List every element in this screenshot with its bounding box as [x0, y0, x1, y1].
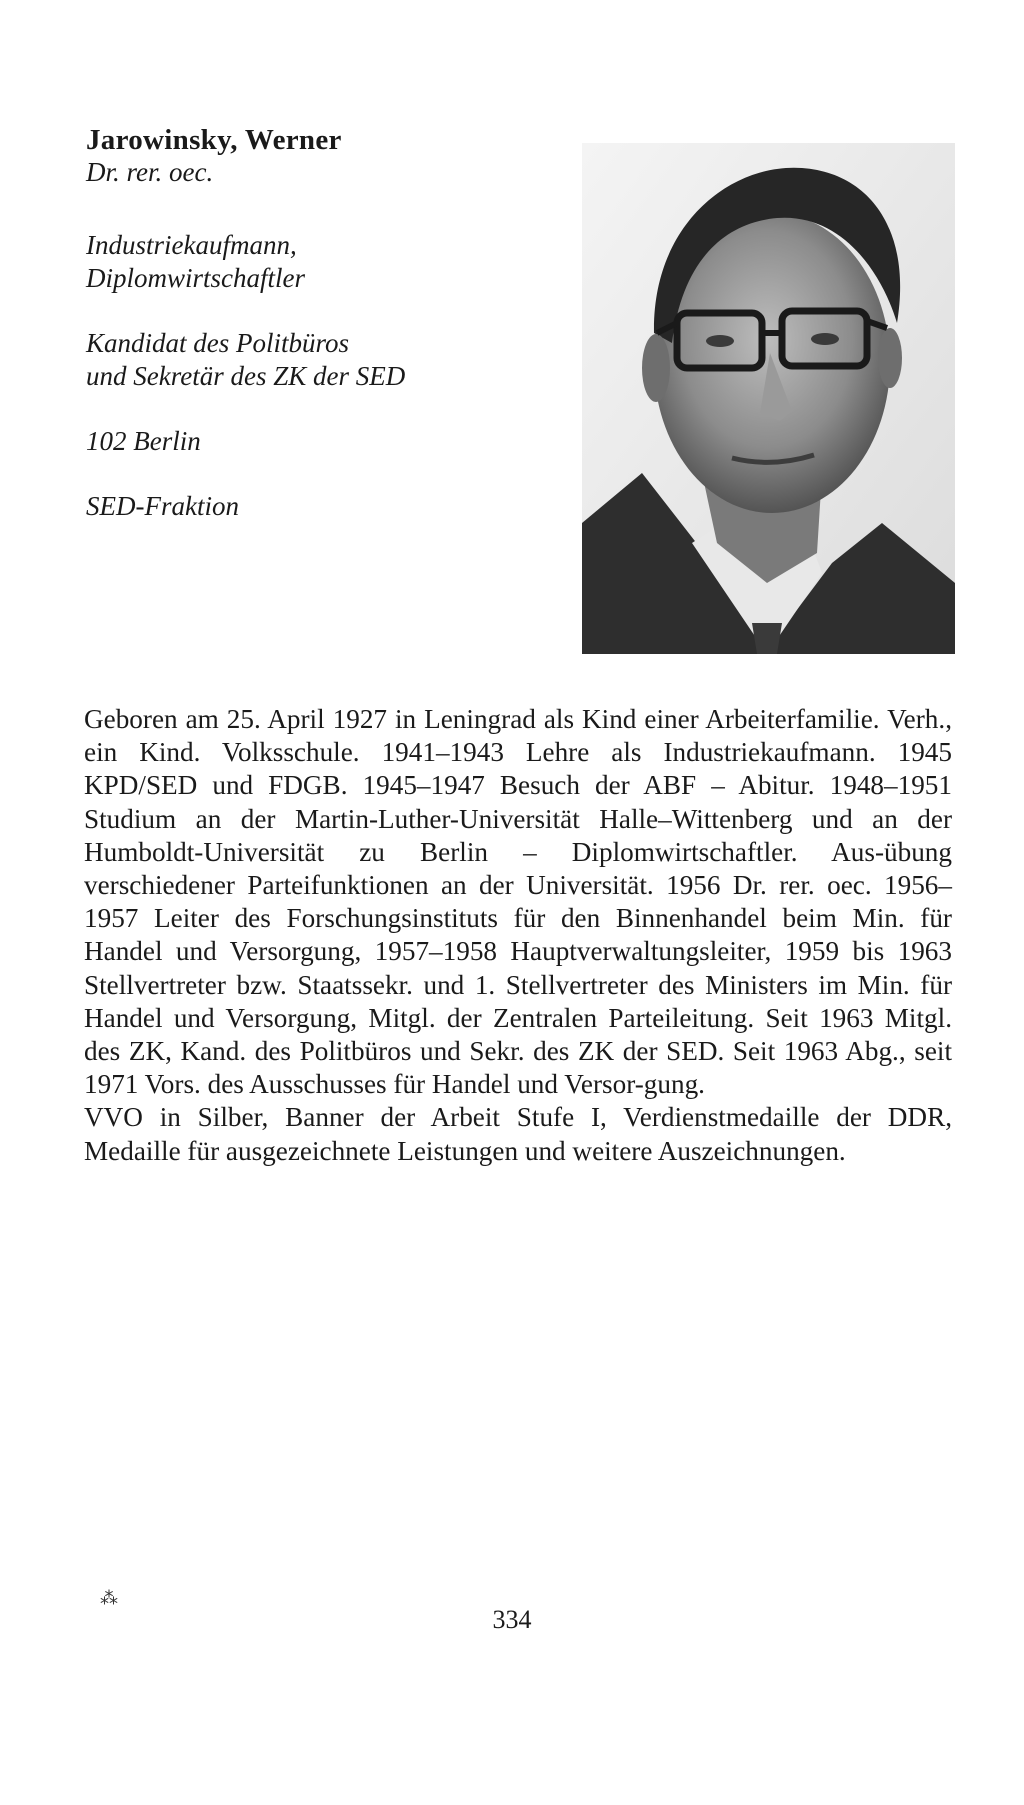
awards-paragraph: VVO in Silber, Banner der Arbeit Stufe I, Verdienstmedaille der DDR, Medaille für ausgezeichnete Leistungen und weitere Auszeichnungen. — [84, 1102, 952, 1166]
academic-degree: Dr. rer. oec. — [86, 157, 214, 187]
profession-line-1: Industriekaufmann, — [86, 230, 297, 260]
person-header — [86, 124, 566, 523]
biography-paragraph: Geboren am 25. April 1927 in Leningrad als Kind einer Arbeiterfamilie. Verh., ein Kind. Volksschule. 1941–1943 Lehre als Industriekaufmann. 1945 KPD/SED und FDGB. 1945–1947 Besuch der ABF – Abitur. 1948–1951 Studium an der Martin-Luther-Universität Halle–Wittenberg und an der Humboldt-Universität zu Berlin – Diplomwirtschaftler. Aus-übung verschiedener Parteifunktionen an der Universität. 1956 Dr. rer. oec. 1956–1957 Leiter des Forschungsinstituts für den Binnenhandel beim Min. für Handel und Versorgung, 1957–1958 Hauptverwaltungsleiter, 1959 bis 1963 Stellvertreter bzw. Staatssekr. und 1. Stellvertreter des Ministers im Min. für Handel und Versorgung, Mitgl. der Zentralen Parteileitung. Seit 1963 Mitgl. des ZK, Kand. des Politbüros und Sekr. des ZK der SED. Seit 1963 Abg., seit 1971 Vors. des Ausschusses für Handel und Versor-gung. — [84, 704, 952, 1100]
printer-mark-icon: ⁂ — [100, 1588, 118, 1609]
faction-block — [86, 490, 566, 523]
position-line-1: Kandidat des Politbüros — [86, 328, 350, 358]
location: 102 Berlin — [86, 426, 201, 456]
page-number: 334 — [492, 1605, 532, 1634]
position-line-2: und Sekretär des ZK der SED — [86, 361, 406, 391]
portrait-photo — [582, 143, 955, 654]
location-block — [86, 425, 566, 458]
profession-block — [86, 229, 566, 295]
position-block — [86, 327, 566, 393]
person-name: Jarowinsky, Werner — [86, 124, 342, 156]
profession-line-2: Diplomwirtschaftler — [86, 263, 306, 293]
faction: SED-Fraktion — [86, 491, 239, 521]
biography — [84, 703, 952, 1168]
